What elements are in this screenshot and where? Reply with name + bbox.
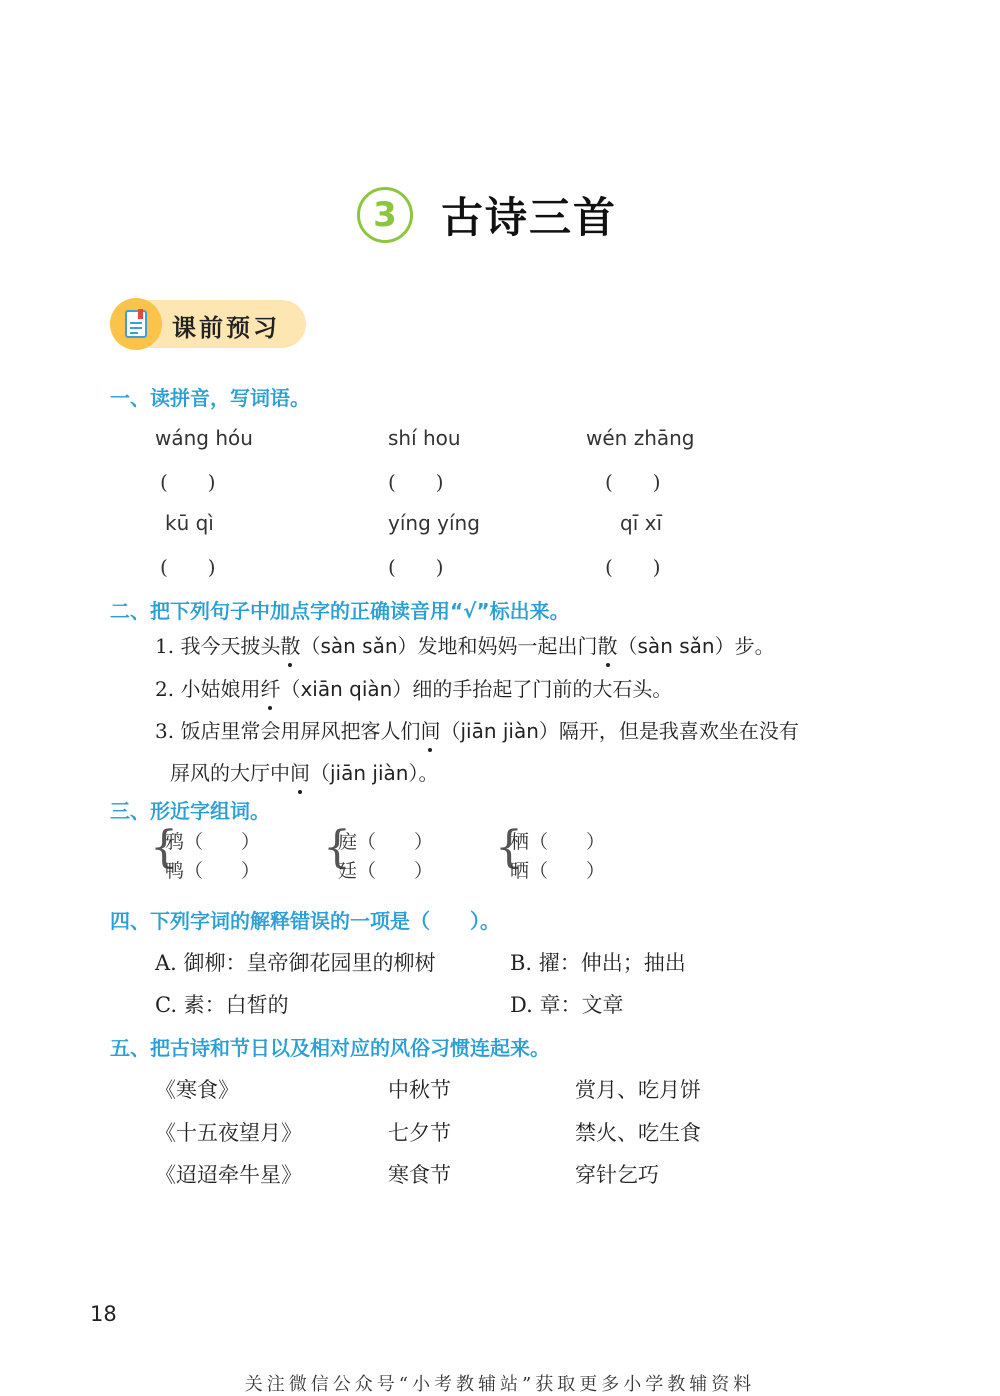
- word-form-item[interactable]: 鸦（ ）: [165, 831, 261, 853]
- answer-blank[interactable]: ( ): [160, 555, 216, 579]
- festival-item[interactable]: 中秋节: [388, 1078, 451, 1102]
- answer-blank[interactable]: ( ): [388, 555, 444, 579]
- option-d[interactable]: D. 章：文章: [510, 993, 624, 1017]
- word-form-item[interactable]: 栖（ ）: [510, 831, 606, 853]
- section2-heading: 二、把下列句子中加点字的正确读音用“√”标出来。: [110, 599, 570, 623]
- footer-note: 关注微信公众号“小考教辅站”获取更多小学教辅资料: [244, 1374, 756, 1395]
- word-form-item[interactable]: 庭（ ）: [338, 831, 434, 853]
- answer-blank[interactable]: ( ): [605, 470, 661, 494]
- pinyin-item: kū qì: [165, 511, 214, 535]
- page-title: 古诗三首: [441, 193, 618, 242]
- dotted-char: 散: [598, 630, 618, 659]
- sentence-1: 1. 我今天披头散（sàn sǎn）发地和妈妈一起出门散（sàn sǎn）步。: [155, 630, 775, 659]
- brace-icon: {: [495, 822, 523, 873]
- poem-item[interactable]: 《寒食》: [155, 1078, 239, 1102]
- festival-item[interactable]: 寒食节: [388, 1163, 451, 1187]
- festival-item[interactable]: 七夕节: [388, 1121, 451, 1145]
- pinyin-item: wáng hóu: [155, 426, 253, 450]
- answer-blank[interactable]: ( ): [160, 470, 216, 494]
- pinyin-choice[interactable]: jiān jiàn: [330, 761, 409, 785]
- dotted-char: 纤: [260, 673, 280, 702]
- pinyin-choice[interactable]: xiān qiàn: [300, 677, 393, 701]
- poem-item[interactable]: 《十五夜望月》: [155, 1121, 302, 1145]
- option-c[interactable]: C. 素：白皙的: [155, 993, 289, 1017]
- custom-item[interactable]: 禁火、吃生食: [575, 1121, 701, 1145]
- pinyin-choice[interactable]: jiān jiàn: [460, 719, 539, 743]
- word-form-item[interactable]: 廷（ ）: [338, 860, 434, 882]
- sentence-2: 2. 小姑娘用纤（xiān qiàn）细的手抬起了门前的大石头。: [155, 673, 672, 702]
- brace-icon: {: [150, 822, 178, 873]
- section4-heading: 四、下列字词的解释错误的一项是（ ）。: [110, 909, 500, 933]
- section5-heading: 五、把古诗和节日以及相对应的风俗习惯连起来。: [110, 1036, 550, 1060]
- pinyin-choice[interactable]: sàn sǎn: [637, 634, 715, 658]
- dotted-char: 间: [420, 715, 440, 744]
- pinyin-choice[interactable]: sàn sǎn: [320, 634, 398, 658]
- pinyin-item: qī xī: [620, 511, 663, 535]
- option-a[interactable]: A. 御柳：皇帝御花园里的柳树: [155, 951, 436, 975]
- notebook-icon: [110, 298, 162, 350]
- lesson-title: [357, 184, 617, 246]
- dotted-char: 间: [290, 757, 310, 786]
- lesson-number-badge: 3: [357, 187, 413, 243]
- dotted-char: 散: [280, 630, 300, 659]
- answer-blank[interactable]: ( ): [605, 555, 661, 579]
- custom-item[interactable]: 穿针乞巧: [575, 1163, 659, 1187]
- brace-icon: {: [323, 822, 351, 873]
- sentence-3-continued: 屏风的大厅中间（jiān jiàn）。: [170, 757, 438, 786]
- answer-blank[interactable]: ( ): [388, 470, 444, 494]
- option-b[interactable]: B. 擢：伸出；抽出: [510, 951, 686, 975]
- word-form-item[interactable]: 鸭（ ）: [165, 860, 261, 882]
- section3-heading: 三、形近字组词。: [110, 799, 270, 823]
- poem-item[interactable]: 《迢迢牵牛星》: [155, 1163, 302, 1187]
- sentence-3: 3. 饭店里常会用屏风把客人们间（jiān jiàn）隔开，但是我喜欢坐在没有: [155, 715, 799, 744]
- pinyin-item: shí hou: [388, 426, 461, 450]
- pinyin-item: yíng yíng: [388, 511, 480, 535]
- pinyin-item: wén zhāng: [586, 426, 695, 450]
- preview-badge-label: 课前预习: [172, 314, 280, 342]
- word-form-item[interactable]: 晒（ ）: [510, 860, 606, 882]
- custom-item[interactable]: 赏月、吃月饼: [575, 1078, 701, 1102]
- section1-heading: 一、读拼音，写词语。: [110, 386, 310, 410]
- page-number: 18: [90, 1302, 117, 1326]
